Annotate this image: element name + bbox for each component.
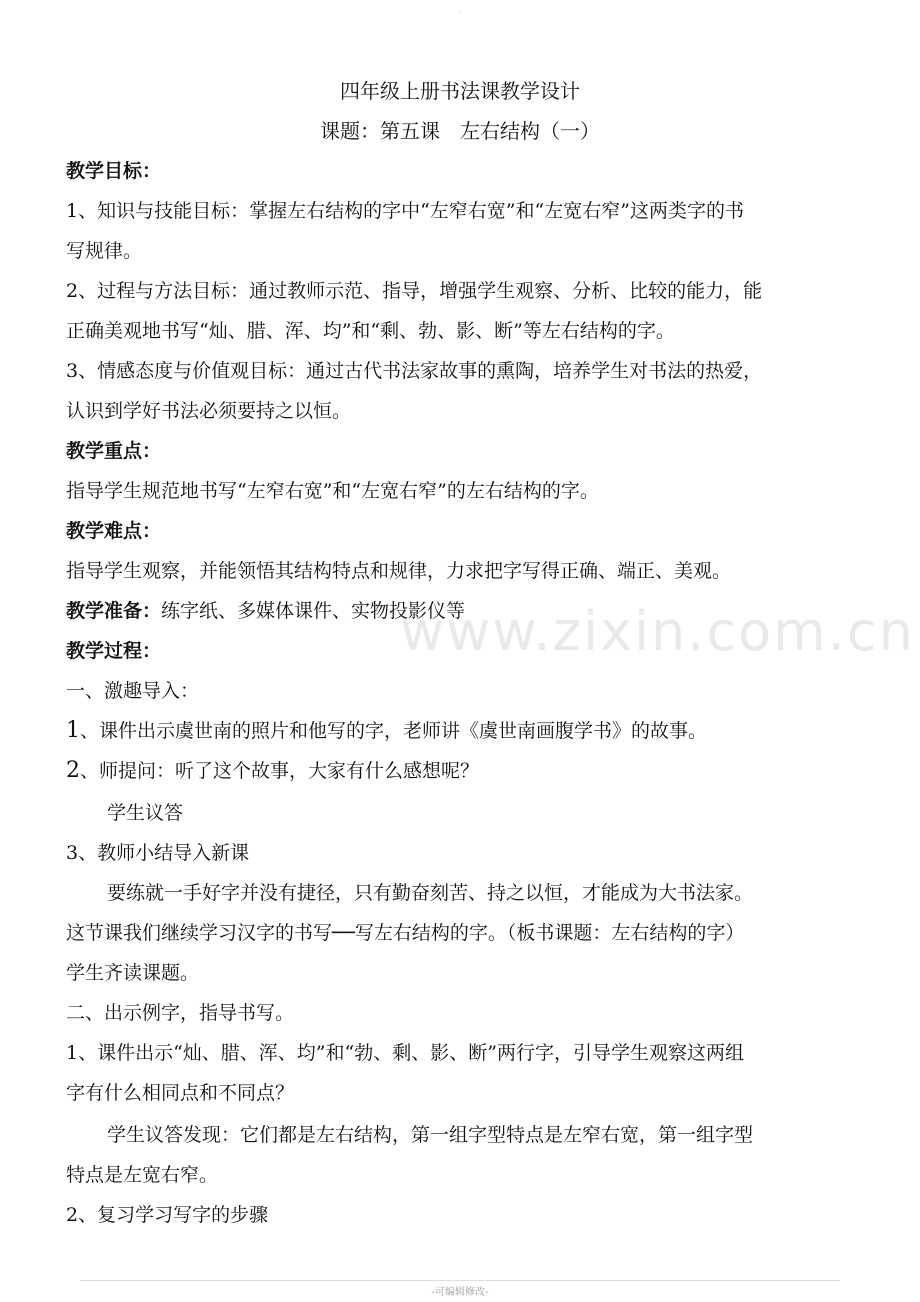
- difficulty-heading: 教学难点：: [66, 520, 162, 542]
- objective-3-line-2: 认识到学好书法必须要持之以恒。: [66, 400, 352, 422]
- preparation-heading: 教学准备：: [66, 600, 162, 622]
- key-points-heading: 教学重点：: [66, 440, 162, 462]
- section-2-item-2: 2、复习学习写字的步骤: [66, 1204, 269, 1226]
- section-1-item-1: [66, 716, 856, 746]
- section-1-paragraph-line-2: 这节课我们继续学习汉字的书写──写左右结构的字。（板书课题：左右结构的字）: [66, 922, 745, 944]
- header-mark: .: [458, 6, 462, 16]
- objectives-heading: 教学目标：: [66, 160, 162, 182]
- section-1-answer: 学生议答: [107, 802, 184, 824]
- item-number: 2: [66, 758, 80, 783]
- section-2-paragraph-line-1: 学生议答发现：它们都是左右结构，第一组字型特点是左窄右宽，第一组字型: [107, 1124, 754, 1146]
- item-number: 1: [66, 718, 80, 743]
- section-1-paragraph-line-3: 学生齐读课题。: [66, 962, 200, 984]
- section-1-paragraph-line-1: 要练就一手好字并没有捷径，只有勤奋刻苦、持之以恒，才能成为大书法家。: [107, 882, 754, 904]
- preparation-text: 练字纸、多媒体课件、实物投影仪等: [161, 600, 466, 622]
- objective-2-line-2: 正确美观地书写“灿、腊、浑、均”和“剩、勃、影、断”等左右结构的字。: [66, 320, 675, 342]
- objective-3-line-1: 3、情感态度与价值观目标：通过古代书法家故事的熏陶，培养学生对书法的热爱，: [66, 360, 763, 382]
- section-1-heading: 一、激趣导入：: [66, 680, 200, 702]
- difficulty-text: 指导学生观察，并能领悟其结构特点和规律，力求把字写得正确、端正、美观。: [66, 560, 732, 582]
- section-1-item-3: 3、教师小结导入新课: [66, 842, 250, 864]
- watermark: www.zixin.com.cn: [400, 600, 915, 663]
- section-2-heading: 二、出示例字，指导书写。: [66, 1002, 295, 1024]
- lesson-subtitle: 课题：第五课 左右结构（一）: [320, 119, 600, 143]
- objective-2-line-1: 2、过程与方法目标：通过教师示范、指导，增强学生观察、分析、比较的能力，能: [66, 280, 763, 302]
- item-text: 、师提问：听了这个故事，大家有什么感想呢？: [80, 760, 480, 782]
- section-2-paragraph-line-2: 特点是左宽右窄。: [66, 1164, 219, 1186]
- key-points-text: 指导学生规范地书写“左窄右宽”和“左宽右窄”的左右结构的字。: [66, 480, 599, 502]
- item-text: 、课件出示虞世南的照片和他写的字，老师讲《虞世南画腹学书》的故事。: [80, 720, 708, 742]
- section-2-item-1-line-2: 字有什么相同点和不同点？: [66, 1082, 295, 1104]
- section-1-item-2: [66, 756, 856, 786]
- process-heading: 教学过程：: [66, 640, 162, 662]
- footer-divider: [80, 1280, 840, 1281]
- objective-1-line-1: 1、知识与技能目标：掌握左右结构的字中“左窄右宽”和“左宽右窄”这两类字的书: [66, 200, 744, 222]
- document-title: 四年级上册书法课教学设计: [340, 79, 580, 103]
- objective-1-line-2: 写规律。: [66, 240, 143, 262]
- section-2-item-1-line-1: 1、课件出示“灿、腊、浑、均”和“勃、剩、影、断”两行字，引导学生观察这两组: [66, 1042, 744, 1064]
- page-footer: -可编辑修改-: [431, 1287, 489, 1298]
